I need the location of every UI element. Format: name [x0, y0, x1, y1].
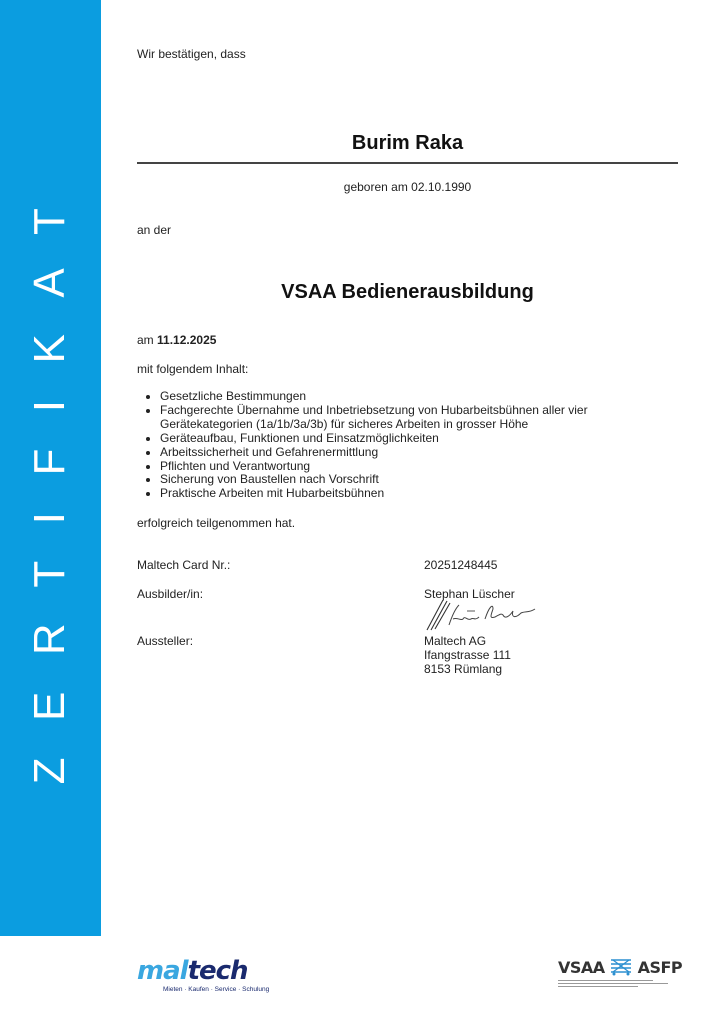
list-item: • Arbeitssicherheit und Gefahrenermittlung [160, 446, 680, 460]
intro-text: Wir bestätigen, dass [137, 47, 246, 61]
list-item: • Praktische Arbeiten mit Hubarbeitsbühnen [160, 487, 680, 501]
maltech-tagline: Mieten · Kaufen · Service · Schulung [163, 986, 270, 993]
course-title: VSAA Bedienerausbildung [281, 281, 534, 303]
trainer-value: Stephan Lüscher [424, 587, 515, 601]
card-label: Maltech Card Nr.: [137, 558, 231, 572]
recipient-name: Burim Raka [351, 132, 464, 154]
vsaa-logo-left: VSAA [558, 958, 605, 977]
birth-date: geboren am 02.10.1990 [343, 180, 472, 194]
maltech-logo-part2: tech [187, 956, 248, 986]
issuer-label: Aussteller: [137, 634, 194, 648]
list-item: • Pflichten und Verantwortung [160, 460, 680, 474]
completion-text: erfolgreich teilgenommen hat. [137, 516, 296, 530]
list-item: • Fachgerechte Übernahme und Inbetriebsetzung von Hubarbeitsbühnen aller vier Gerätekategorien (1a/1b/3a/3b) für sicheres Arbeiten in grosser Höhe [160, 404, 680, 432]
sidebar-title: ZERTIFIKAT [25, 171, 74, 785]
date-prefix: am [137, 333, 154, 347]
course-date: 11.12.2025 [157, 333, 217, 347]
list-item: • Gesetzliche Bestimmungen [160, 390, 680, 404]
at-text: an der [137, 223, 172, 237]
signature [423, 597, 543, 633]
content-label: mit folgendem Inhalt: [137, 362, 249, 376]
content-list [137, 390, 680, 501]
list-item: • Sicherung von Baustellen nach Vorschrift [160, 473, 680, 487]
maltech-logo-part1: mal [137, 956, 188, 986]
sidebar-band [0, 0, 101, 936]
issuer-line-2: Ifangstrasse 111 [424, 648, 511, 662]
list-item: • Geräteaufbau, Funktionen und Einsatzmöglichkeiten [160, 432, 680, 446]
issuer-line-1: Maltech AG [424, 634, 487, 648]
vsaa-asfp-logo [558, 958, 682, 989]
maltech-logo [137, 956, 270, 993]
vsaa-logo-right: ASFP [637, 958, 683, 977]
course-date-line [137, 333, 216, 347]
name-underline [137, 162, 678, 164]
card-value: 20251248445 [424, 558, 498, 572]
issuer-line-3: 8153 Rümlang [424, 662, 503, 676]
scissor-lift-icon [609, 958, 633, 976]
vsaa-subtext [558, 980, 668, 988]
trainer-label: Ausbilder/in: [137, 587, 204, 601]
